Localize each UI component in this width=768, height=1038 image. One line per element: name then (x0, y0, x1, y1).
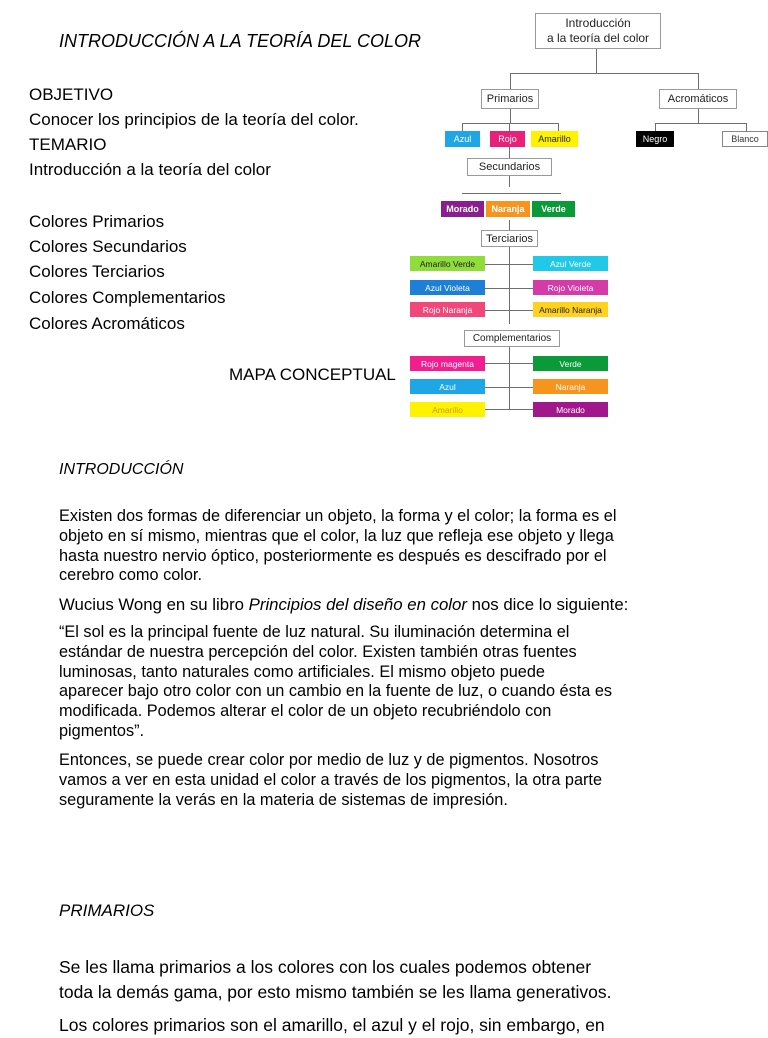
map-node-complementarios: Complementarios (464, 330, 560, 347)
intro-paragraph-2 (59, 595, 759, 615)
map-root-line1: Introducción (565, 16, 631, 30)
map-chip-amarillo-verde: Amarillo Verde (410, 256, 485, 271)
text-run: nos dice lo siguiente: (466, 595, 629, 614)
primarios-paragraph (59, 955, 759, 1038)
text-line: Existen dos formas de diferenciar un objeto, la forma y el color; la forma es el (59, 507, 617, 525)
text-line: estándar de nuestra percepción del color. Existen también otras fuentes (59, 642, 577, 661)
objective-heading: OBJETIVO (29, 85, 114, 104)
intro-paragraph-3 (59, 751, 759, 810)
text-line: aparecer bajo otro color con un cambio en la fuente de luz, o cuando ésta es (59, 682, 613, 701)
map-chip-azul-violeta: Azul Violeta (410, 280, 485, 295)
temario-item: Colores Primarios (29, 212, 165, 231)
map-chip-naranja: Naranja (486, 201, 530, 217)
text-line: toda la demás gama, por esto mismo también se les llama generativos. (59, 982, 612, 1002)
map-chip-morado: Morado (441, 201, 484, 217)
map-node-acromaticos: Acromáticos (659, 89, 737, 109)
map-chip-blanco: Blanco (722, 131, 768, 147)
map-chip-rojo: Rojo (490, 131, 525, 147)
map-chip-amarillo: Amarillo (531, 131, 578, 147)
intro-paragraph-1 (59, 507, 759, 586)
text-line: luminosas, tanto naturales como artificiales. El mismo objeto puede (59, 662, 545, 681)
map-root-line2: a la teoría del color (546, 31, 650, 45)
map-node-terciarios: Terciarios (481, 230, 538, 247)
map-chip-azul-verde: Azul Verde (533, 256, 608, 271)
concept-map-label: MAPA CONCEPTUAL (229, 365, 396, 384)
text-line: vamos a ver en esta unidad el color a través de los pigmentos, la otra parte (59, 770, 603, 789)
map-chip-azul-comp: Azul (410, 379, 485, 394)
book-title: Principios del diseño en color (248, 595, 467, 614)
map-chip-verde: Verde (532, 201, 575, 217)
objective-text: Conocer los principios de la teoría del color. (29, 110, 359, 129)
text-line: cerebro como color. (59, 566, 202, 585)
map-chip-negro: Negro (636, 131, 674, 147)
text-line: modificada. Podemos alterar el color de un objeto recubriéndolo con (59, 702, 552, 721)
text-line: Entonces, se puede crear color por medio de luz y de pigmentos. Nosotros (59, 751, 599, 769)
temario-item: Colores Acromáticos (29, 314, 185, 333)
intro-heading: INTRODUCCIÓN (59, 461, 184, 478)
temario-item: Colores Terciarios (29, 262, 165, 281)
temario-heading: TEMARIO (29, 135, 107, 154)
text-line: Los colores primarios son el amarillo, el azul y el rojo, sin embargo, en (59, 1015, 605, 1035)
temario-item: Introducción a la teoría del color (29, 160, 271, 179)
text-line: seguramente la verás en la materia de sistemas de impresión. (59, 790, 508, 809)
primarios-heading: PRIMARIOS (59, 901, 155, 920)
document-title: INTRODUCCIÓN A LA TEORÍA DEL COLOR (59, 31, 422, 51)
map-chip-rojo-naranja: Rojo Naranja (410, 302, 485, 317)
text-line: Se les llama primarios a los colores con los cuales podemos obtener (59, 957, 592, 977)
text-line: “El sol es la principal fuente de luz natural. Su iluminación determina el (59, 623, 570, 641)
map-node-root (535, 13, 661, 49)
map-chip-naranja-comp: Naranja (533, 379, 608, 394)
text-line: pigmentos”. (59, 721, 145, 740)
map-chip-rojo-violeta: Rojo Violeta (533, 280, 608, 295)
text-line: objeto en sí mismo, mientras que el color, la luz que refleja ese objeto y llega (59, 526, 614, 545)
map-chip-morado-comp: Morado (533, 402, 608, 417)
intro-quote (59, 623, 759, 742)
map-chip-amarillo-naranja: Amarillo Naranja (533, 302, 608, 317)
map-node-primarios: Primarios (481, 89, 539, 109)
temario-item: Colores Secundarios (29, 237, 187, 256)
map-node-secundarios: Secundarios (467, 158, 552, 176)
text-line: hasta nuestro nervio óptico, posteriormente es después es descifrado por el (59, 546, 607, 565)
temario-item: Colores Complementarios (29, 288, 226, 307)
map-chip-verde-comp: Verde (533, 356, 608, 371)
text-run: Wucius Wong en su libro (59, 595, 249, 614)
map-chip-azul: Azul (445, 131, 480, 147)
map-chip-rojo-magenta: Rojo magenta (410, 356, 485, 371)
concept-map (400, 10, 768, 420)
map-chip-amarillo-comp: Amarillo (410, 402, 485, 417)
